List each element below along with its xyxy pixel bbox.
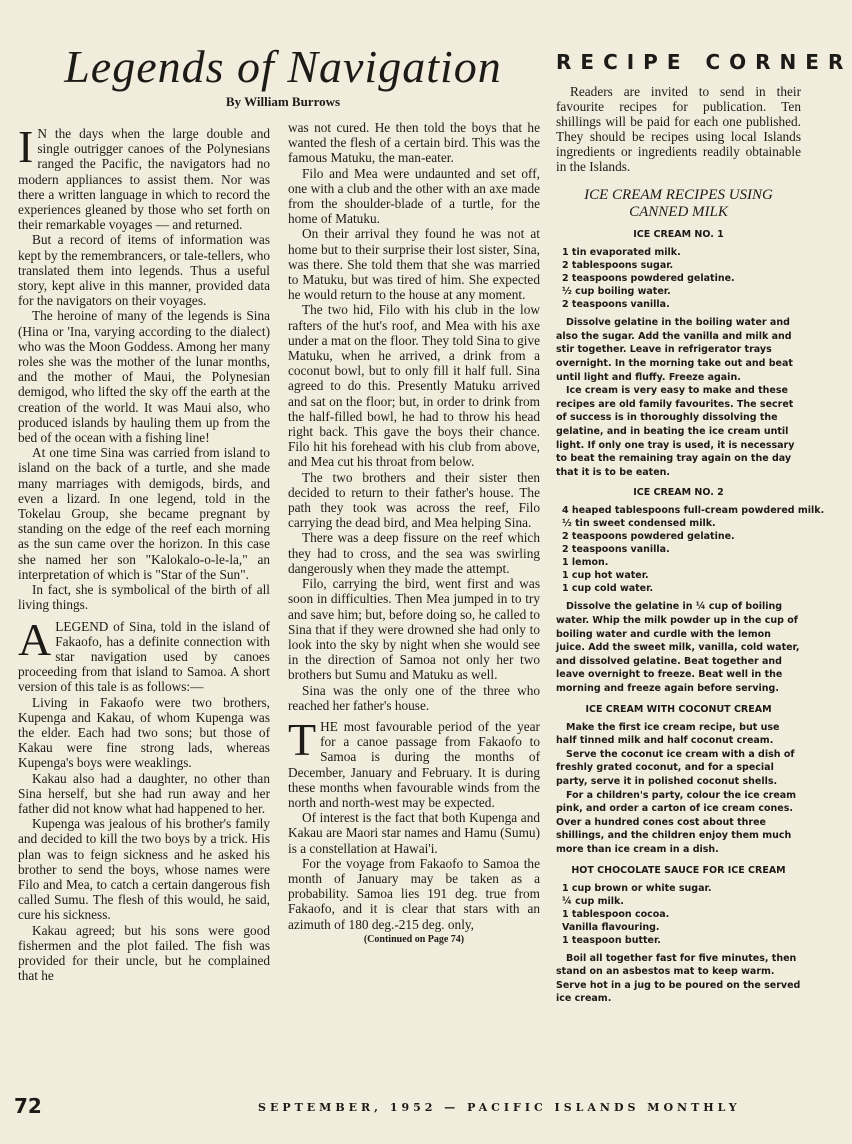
paragraph-text: For the voyage from Fakaofo to Samoa the month of January may be taken as a probability. Samoa lies 191 deg. true from Fakaofo, and it is clear that stars with an azimuth of 180 deg.-215 deg. only, [288,855,540,932]
ingredient: 2 teaspoons powdered gelatine. [562,273,735,285]
paragraph-text: Kakau also had a daughter, no other than Sina herself, but she had run away and her father did not know what had happened to her. [18,770,270,816]
article-paragraph [18,308,270,445]
paragraph-text: Sina was the only one of the three who reached her father's house. [288,682,540,713]
method-paragraph: Serve the coconut ice cream with a dish of freshly grated coconut, and for a special party, serve it in polished coconut shells. [556,748,795,787]
recipe-intro: Readers are invited to send in their favourite recipes for publication. Ten shillings will be paid for each one published. They should be recipes using local Islands ingredients or ingredients readily obtainable in the Islands. [556,84,801,174]
recipe-corner [556,50,852,1006]
ingredient: 1 lemon. [562,557,609,569]
paragraph-text: N the days when the large double and single outrigger canoes of the Polynesians ranged the Pacific, the navigators had no modern appliances to assist them. Nor was there a written language in which to record the experiences gleaned by those who set forth on their remarkable voyages — and returned. [18,126,270,233]
article-paragraph [288,530,540,576]
method-paragraph: Dissolve the gelatine in ¼ cup of boiling water. Whip the milk powder up in the cup of boiling water and curdle with the lemon juice. Add the sweet milk, vanilla, cold water, and dissolved gelatine. Beat together and leave overnight to freeze. Beat well in the morning and freeze again before serving. [556,601,800,694]
paragraph-text: Filo, carrying the bird, went first and was soon in difficulties. Then Mea jumped in to try and save him; but, before doing so, he called to Sina that if they were drowned she had only to look into the sky by night when she would see in the direction of Samoa not only her two brothers but Sumu and Matuku as well. [288,576,540,683]
article-paragraph [288,576,540,682]
article-paragraph [18,613,270,695]
paragraph-text: was not cured. He then told the boys that he wanted the flesh of a certain bird. This was the famous Matuku, the man-eater. [288,120,540,166]
ingredient: 1 tin evaporated milk. [562,247,681,259]
article-column-1 [18,120,270,983]
ingredient-list [556,504,825,595]
ingredient: 2 teaspoons powdered gelatine. [562,531,735,543]
paragraph-text: The two hid, Filo with his club in the low rafters of the hut's roof, and Mea with his axe under a mat on the floor. They told Sina to give Matuku, when he arrived, a drink from a coconut bowl, but to only fill it half full. Sina agreed to do this. Presently Matuku arrived and sat on the floor; but, in order to drink from the half-filled bowl, he had to throw his head right back. This gave the boys their chance. Filo hit his forehead with his club from above, and Mea cut his throat from below. [288,302,540,470]
article-paragraph [288,856,540,932]
ingredient: 1 cup cold water. [562,583,654,595]
ingredient: 1 teaspoon butter. [562,934,661,946]
article-paragraph [18,771,270,817]
article-paragraph [288,713,540,810]
article-title: Legends of Navigation [64,41,502,92]
recipe-method [556,316,801,479]
page-footer [14,1094,801,1120]
recipe-list [556,229,825,1006]
article-paragraph [288,302,540,469]
paragraph-text: HE most favourable period of the year for a canoe passage from Fakaofo to Samoa is during the months of December, January and February. It is during these months when favourable winds from the north and north-west may be expected. [288,718,540,810]
article-paragraph [18,121,270,233]
paragraph-text: Filo and Mea were undaunted and set off, one with a club and the other with an axe made from the shoulder-blade of a turtle, for the home of Matuku. [288,165,540,227]
footer-text: SEPTEMBER, 1952 — PACIFIC ISLANDS MONTHLY [258,1101,741,1114]
method-paragraph: Ice cream is very easy to make and these recipes are old family favourites. The secret of success is in thoroughly dissolving the gelatine, and in beating the ice cream until light. If only one tray is used, it is necessary to beat the remaining tray again on the day that it is to be eaten. [556,385,795,478]
article-paragraph [288,810,540,856]
method-paragraph: Make the first ice cream recipe, but use half tinned milk and half coconut cream. [556,721,780,747]
recipe-method [556,952,801,1006]
paragraph-text: LEGEND of Sina, told in the island of Fakaofo, has a definite connection with star navigation used by canoes proceeding from that island to Samoa. A short version of this tale is as follows:— [18,618,270,695]
method-paragraph: Dissolve gelatine in the boiling water and also the sugar. Add the vanilla and milk and stir together. Leave in refrigerator trays overnight. In the morning take out and beat until light and fluffy. Freeze again. [556,317,793,383]
article-paragraph [18,695,270,771]
paragraph-text: Kakau agreed; but his sons were good fishermen and the plot failed. The fish was provided for their uncle, but he complained that he [18,922,270,984]
continued-note: (Continued on Page 74) [363,933,465,945]
method-paragraph: Boil all together fast for five minutes, then stand on an asbestos mat to keep warm. Serve hot in a jug to be poured on the served ice cream. [556,952,801,1005]
paragraph-text: At one time Sina was carried from island to island on the back of a turtle, and she made many marriages with demigods, birds, and even a lizard. In one legend, told in the Tokelau Group, she became pregnant by standing on the edge of the reef each morning as the sun came over the horizon. In this case she named her son "Kalokalo-o-le-la," an interpretation of which is "Star of the Sun". [18,445,270,582]
ingredient: 1 tablespoon cocoa. [562,908,670,920]
paragraph-text: Kupenga was jealous of his brother's family and decided to kill the two boys by a trick. His plan was to feign sickness and he asked his brother to send the boys, whose names were Filo and Mea, to catch a certain dangerous fish called Sumu. The flesh of this would, he said, cure his sickness. [18,816,270,923]
paragraph-text: In fact, she is symbolical of the birth of all living things. [18,582,270,613]
page-number: 72 [14,1094,42,1118]
article-paragraph [288,226,540,302]
recipe-title: HOT CHOCOLATE SAUCE FOR ICE CREAM [571,864,786,876]
article-column-2 [288,120,540,947]
recipe-method [556,721,801,857]
ingredient: 4 heaped tablespoons full-cream powdered milk. [562,505,825,517]
recipe [556,704,801,857]
drop-cap: A [18,613,52,665]
recipe-title: ICE CREAM WITH COCONUT CREAM [585,703,772,715]
recipe [556,229,801,479]
recipe [556,865,801,1006]
article-paragraph [18,232,270,308]
paragraph-text: On their arrival they found he was not at home but to their surprise their lost sister, Sina, was there. She told them that she was married to Matuku, but was tired of him. She expected he would return to the house at any moment. [288,226,540,303]
article-paragraph [18,582,270,612]
ingredient-list [556,882,801,947]
recipe-method [556,600,801,695]
recipe-subheading: ICE CREAM RECIPES USING CANNED MILK [584,187,773,221]
recipe-title: ICE CREAM NO. 2 [633,487,724,499]
ingredient: ¼ cup milk. [562,895,624,907]
ingredient: Vanilla flavouring. [562,921,660,933]
paragraph-text: The heroine of many of the legends is Sina (Hina or 'Ina, varying according to the dialect) who was the Moon Goddess. Among her many roles she was the mother of the lunar months, and the mother of Maui, the Polynesian demigod, who lifted the sky off the earth at the creation of the world. It was Maui also, who produced islands by hauling them up from the bed of the ocean with a fishing line! [18,308,270,446]
ingredient-list [556,246,801,311]
ingredient: 2 teaspoons vanilla. [562,544,670,556]
paragraph-text: The two brothers and their sister then decided to return to their father's house. The path they took was across the reef, Filo carrying the dead bird, and Mea helping Sina. [288,469,540,531]
ingredient: 2 teaspoons vanilla. [562,299,670,311]
ingredient: 2 tablespoons sugar. [562,260,674,272]
recipe-corner-heading: RECIPE CORNER [556,50,852,74]
recipe [556,487,825,695]
recipe-title: ICE CREAM NO. 1 [633,229,724,241]
article-paragraph [18,445,270,582]
ingredient: 1 cup brown or white sugar. [562,882,712,894]
method-paragraph: For a children's party, colour the ice cream pink, and order a carton of ice cream cones. Over a hundred cones cost about three shillings, and the children enjoy them much more than ice cream in a dish. [556,789,797,855]
drop-cap: T [288,713,317,765]
article-paragraph [18,816,270,922]
ingredient: ½ cup boiling water. [562,286,671,298]
ingredient: ½ tin sweet condensed milk. [562,518,716,530]
article-paragraph [288,470,540,531]
article-byline: By William Burrows [225,94,341,109]
paragraph-text: Living in Fakaofo were two brothers, Kupenga and Kakau, of whom Kupenga was the elder. Each had two sons; but those of Kakau were fine strong lads, whereas Kupenga's boys were weaklings. [18,694,270,771]
article-paragraph [18,923,270,984]
article-paragraph [288,683,540,713]
article-paragraph [288,166,540,227]
paragraph-text: Of interest is the fact that both Kupenga and Kakau are Maori star names and Hamu (Sumu) is a constellation at Hawai'i. [288,810,540,856]
article-paragraph [288,120,540,166]
paragraph-text: There was a deep fissure on the reef which they had to cross, and the sea was swirling dangerously when they made the attempt. [288,530,540,576]
drop-cap: I [18,121,34,172]
ingredient: 1 cup hot water. [562,570,649,582]
paragraph-text: But a record of items of information was kept by the remembrancers, or tale-tellers, who translated them into legends. Thus a useful story, kept alive in this manner, provided data for the navigators on their voyages. [18,232,270,309]
